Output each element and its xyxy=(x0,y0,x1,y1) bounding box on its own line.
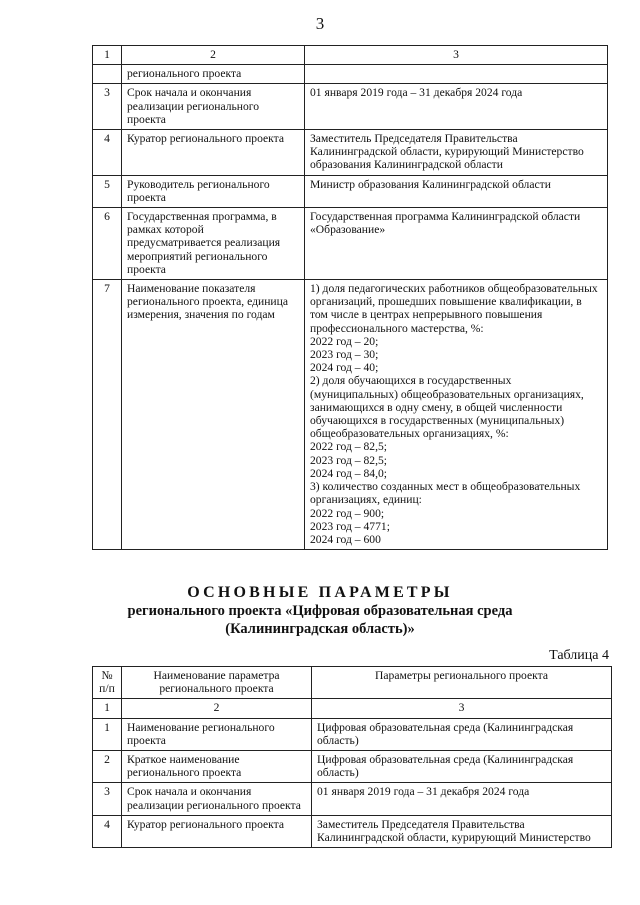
parameter-value-cell xyxy=(312,751,612,783)
parameter-name-cell xyxy=(122,751,312,783)
cell-line: Наименование регионального xyxy=(127,720,275,734)
header-parameter-value-cell xyxy=(312,667,612,699)
cell-line: реализации регионального проекта xyxy=(127,798,301,812)
parameter-name-cell xyxy=(122,84,305,130)
parameter-name-cell xyxy=(122,280,305,550)
parameter-name-cell xyxy=(122,208,305,280)
section-subtitle-line1: регионального проекта «Цифровая образовательная среда xyxy=(127,603,513,619)
cell-line: Заместитель Председателя Правительства xyxy=(310,132,518,146)
table-row xyxy=(93,783,612,815)
cell-line: Заместитель Председателя Правительства xyxy=(317,817,525,831)
cell-line: организациях, единиц: xyxy=(310,493,422,507)
cell-line: 1) доля педагогических работников общеобразовательных xyxy=(310,282,598,296)
row-number-cell: 2 xyxy=(93,751,122,783)
numbering-cell-2: 2 xyxy=(122,699,312,718)
row-number-cell: 3 xyxy=(93,783,122,815)
cell-line: Наименование показателя xyxy=(127,282,256,296)
cell-line: проекта xyxy=(127,190,166,204)
row-number-cell: 4 xyxy=(93,130,122,176)
cell-line: проекта xyxy=(127,733,166,747)
cell-line: область) xyxy=(317,766,359,780)
cell-line: 2024 год – 84,0; xyxy=(310,466,388,480)
cell-line: Краткое наименование xyxy=(127,753,240,767)
table-row xyxy=(93,751,612,783)
cell-line: Государственная программа, в xyxy=(127,210,277,224)
cell-line: Министр образования Калининградской области xyxy=(310,177,551,191)
header-parameter-name-cell xyxy=(122,667,312,699)
cell-line: Калининградской области, курирующий Министерство xyxy=(317,831,591,845)
row-number-cell: 6 xyxy=(93,208,122,280)
cell-line: (муниципальных) общеобразовательных организациях, xyxy=(310,387,584,401)
parameter-value-cell xyxy=(305,175,608,207)
table-row xyxy=(93,130,608,176)
cell-line: регионального проекта, единица xyxy=(127,295,288,309)
parameter-name-cell xyxy=(122,783,312,815)
header-number-cell xyxy=(93,667,122,699)
cell-line: Срок начала и окончания xyxy=(127,785,252,799)
parameter-name-cell xyxy=(122,718,312,750)
table-numbering-row xyxy=(93,699,612,718)
cell-line: 2024 год – 600 xyxy=(310,532,381,546)
cell-line: Цифровая образовательная среда (Калининградская xyxy=(317,720,574,734)
parameter-name-cell xyxy=(122,65,305,84)
cell-line: регионального проекта xyxy=(127,766,242,780)
cell-line: 2022 год – 900; xyxy=(310,506,385,520)
cell-line: п/п xyxy=(99,682,115,696)
table-header-row xyxy=(93,46,608,65)
cell-line: Параметры регионального проекта xyxy=(375,669,548,682)
column-number-2: 2 xyxy=(122,46,305,65)
cell-line: 2023 год – 30; xyxy=(310,348,379,362)
cell-line: 2024 год – 40; xyxy=(310,361,379,375)
cell-line: 2023 год – 82,5; xyxy=(310,453,388,467)
cell-line: том числе в центрах непрерывного повышения xyxy=(310,308,543,322)
cell-line: 2022 год – 82,5; xyxy=(310,440,388,454)
cell-line: 2) доля обучающихся в государственных xyxy=(310,374,512,388)
cell-line: Калининградской области, курирующий Министерство xyxy=(310,145,584,159)
parameter-value-cell xyxy=(305,65,608,84)
cell-line: профессионального мастерства, %: xyxy=(310,321,484,335)
numbering-cell-3: 3 xyxy=(312,699,612,718)
parameter-name-cell xyxy=(122,815,312,847)
table-row xyxy=(93,84,608,130)
table-row xyxy=(93,175,608,207)
table-row xyxy=(93,280,608,550)
table-row xyxy=(93,65,608,84)
cell-line: занимающихся в одну смену, в общей численности xyxy=(310,400,563,414)
cell-line: обучающихся в государственных (муниципальных) xyxy=(310,414,565,428)
column-number-1: 1 xyxy=(93,46,122,65)
cell-line: Куратор регионального проекта xyxy=(127,132,285,146)
row-number-cell: 1 xyxy=(93,718,122,750)
cell-line: проекта xyxy=(127,262,166,276)
table-header-row xyxy=(93,667,612,699)
cell-line: регионального проекта xyxy=(127,67,242,81)
cell-line: общеобразовательных организациях, %: xyxy=(310,427,509,441)
cell-line: Куратор регионального проекта xyxy=(127,817,285,831)
cell-line: 3) количество созданных мест в общеобразовательных xyxy=(310,480,581,494)
row-number-cell: 3 xyxy=(93,84,122,130)
cell-line: измерения, значения по годам xyxy=(127,308,275,322)
cell-line: 01 января 2019 года – 31 декабря 2024 года xyxy=(310,86,523,100)
cell-line: реализации регионального xyxy=(127,99,260,113)
table-row xyxy=(93,208,608,280)
cell-line: 01 января 2019 года – 31 декабря 2024 года xyxy=(317,785,530,799)
parameter-value-cell xyxy=(312,783,612,815)
cell-line: Наименование параметра xyxy=(153,669,280,682)
cell-line: образования Калининградской области xyxy=(310,158,503,172)
parameter-name-cell xyxy=(122,175,305,207)
parameter-value-cell xyxy=(312,815,612,847)
column-number-3: 3 xyxy=(305,46,608,65)
parameter-value-cell xyxy=(312,718,612,750)
cell-line: рамках которой xyxy=(127,223,204,237)
row-number-cell: 5 xyxy=(93,175,122,207)
section-subtitle-line2: (Калининградская область)» xyxy=(225,621,415,637)
numbering-cell-1: 1 xyxy=(93,699,122,718)
cell-line: Цифровая образовательная среда (Калининградская xyxy=(317,753,574,767)
row-number-cell: 7 xyxy=(93,280,122,550)
main-parameters-table xyxy=(92,666,612,848)
parameter-name-cell xyxy=(122,130,305,176)
cell-line: Руководитель регионального xyxy=(127,177,270,191)
cell-line: 2022 год – 20; xyxy=(310,334,379,348)
cell-line: 2023 год – 4771; xyxy=(310,519,390,533)
table-label: Таблица 4 xyxy=(549,648,609,663)
cell-line: Срок начала и окончания xyxy=(127,86,252,100)
parameter-value-cell xyxy=(305,280,608,550)
page-number: 3 xyxy=(315,14,325,33)
cell-line: организаций, прошедших повышение квалификации, в xyxy=(310,295,582,309)
cell-line: проекта xyxy=(127,112,166,126)
table-row xyxy=(93,815,612,847)
cell-line: «Образование» xyxy=(310,223,386,237)
cell-line: область) xyxy=(317,733,359,747)
parameter-value-cell xyxy=(305,208,608,280)
row-number-cell xyxy=(93,65,122,84)
parameter-value-cell xyxy=(305,84,608,130)
section-title: ОСНОВНЫЕ ПАРАМЕТРЫ xyxy=(187,584,453,601)
cell-line: регионального проекта xyxy=(159,682,274,696)
cell-line: мероприятий регионального xyxy=(127,249,268,263)
cell-line: № xyxy=(101,669,113,682)
table-row xyxy=(93,718,612,750)
top-parameters-table xyxy=(92,45,608,550)
section-heading xyxy=(0,583,640,638)
cell-line: предусматривается реализация xyxy=(127,236,281,250)
parameter-value-cell xyxy=(305,130,608,176)
cell-line: Государственная программа Калининградской области xyxy=(310,210,581,224)
row-number-cell: 4 xyxy=(93,815,122,847)
